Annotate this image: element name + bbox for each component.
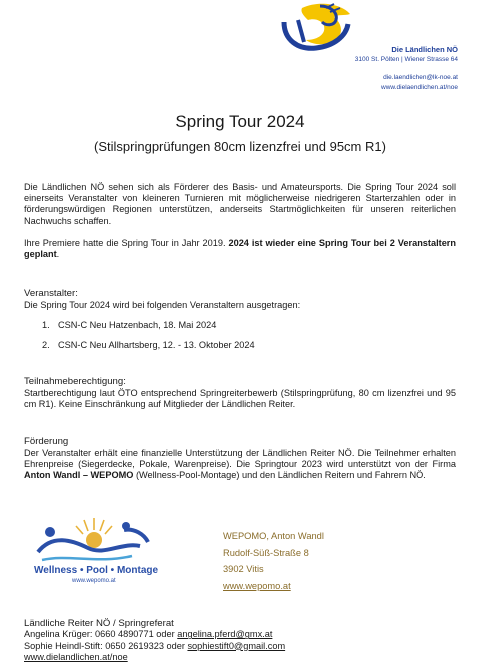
org-logo-icon <box>264 2 364 52</box>
list-item-text: CSN-C Neu Hatzenbach, 18. Mai 2024 <box>58 320 217 330</box>
contact-email-1-link[interactable]: angelina.pferd@gmx.at <box>177 629 273 640</box>
premiere-text: Ihre Premiere hatte die Spring Tour in Jahr 2019. <box>24 238 229 248</box>
contact-email-2-link[interactable]: sophiestift0@gmail.com <box>187 640 286 651</box>
contact-line-2 <box>24 641 285 652</box>
premiere-paragraph <box>24 238 456 260</box>
contact-line-1-text: Angelina Krüger: 0660 4890771 oder <box>24 629 178 640</box>
sponsor-highlight: Anton Wandl – WEPOMO <box>24 470 134 481</box>
list-item-number: 1. <box>42 320 50 330</box>
sponsor-logo-text: Wellness • Pool • Montage <box>34 565 159 576</box>
sponsor-logo-icon <box>28 512 178 584</box>
sponsor-name: WEPOMO, Anton Wandl <box>223 531 324 541</box>
sponsor-logo-url: www.wepomo.at <box>72 578 116 584</box>
sponsor-address <box>223 528 324 594</box>
funding-heading: Förderung <box>24 436 69 447</box>
organizers-heading: Veranstalter: <box>24 288 78 299</box>
funding-text-b: (Wellness-Pool-Montage) und den Ländlichen Reitern und Fahrern NÖ. <box>133 470 426 481</box>
contact-line-1 <box>24 629 285 640</box>
contact-line-2-text: Sophie Heindl-Stift: 0650 2619323 oder <box>24 640 188 651</box>
contact-heading: Ländliche Reiter NÖ / Springreferat <box>24 618 174 629</box>
funding-text-a: Der Veranstalter erhält eine finanzielle Unterstützung der Ländlichen Reiter NÖ. Die Teilnehmer erhalten Ehrenpreise (Siegerdecke, Pokale, Warenpreise). Die Springtour 2023 wird unterstützt von der Firma <box>24 448 456 470</box>
sponsor-website-link[interactable]: www.wepomo.at <box>223 580 291 591</box>
contact-website-link[interactable]: www.dielandlichen.at/noe <box>24 651 128 662</box>
premiere-end: . <box>56 249 60 260</box>
list-item <box>42 340 255 350</box>
sponsor-city: 3902 Vitis <box>223 564 264 574</box>
org-address: 3100 St. Pölten | Wiener Strasse 64 <box>354 56 458 63</box>
page-title: Spring Tour 2024 <box>175 112 305 131</box>
list-item <box>42 320 216 330</box>
list-item-text: CSN-C Neu Allhartsberg, 12. - 13. Oktober 2024 <box>58 340 255 350</box>
org-name: Die Ländlichen NÖ <box>391 45 458 54</box>
org-email-link[interactable]: die.laendlichen@lk-noe.at <box>383 74 458 81</box>
organizers-intro: Die Spring Tour 2024 wird bei folgenden Veranstaltern ausgetragen: <box>24 300 301 310</box>
premiere-highlight: 2024 ist wieder eine Spring Tour bei 2 Veranstaltern geplant <box>24 238 456 260</box>
eligibility-heading: Teilnahmeberechtigung: <box>24 376 126 387</box>
funding-text <box>24 448 456 482</box>
eligibility-text: Startberechtigung laut ÖTO entsprechend Springreiterbewerb (Stilspringprüfung, 80 cm lizenzfrei und 95 cm R1). Keine Einschränkung auf Mitglieder der Ländlichen Reiter. <box>24 388 456 410</box>
page-subtitle: (Stilspringprüfungen 80cm lizenzfrei und 95cm R1) <box>94 139 386 154</box>
contact-block <box>24 618 285 663</box>
intro-paragraph: Die Ländlichen NÖ sehen sich als Förderer des Basis- und Amateursports. Die Spring Tour 2024 soll einerseits Veranstalter von kleineren Turnieren mit möglicherweise niedrigeren Starterzahlen oder in förderungswürdigen Regionen unterstützen, anderseits Startmöglichkeiten für unseren reiterlichen Nachwuchs schaffen. <box>24 182 456 226</box>
sponsor-street: Rudolf-Süß-Straße 8 <box>223 547 309 558</box>
org-website-link[interactable]: www.dielaendlichen.at/noe <box>381 84 458 91</box>
list-item-number: 2. <box>42 340 50 350</box>
